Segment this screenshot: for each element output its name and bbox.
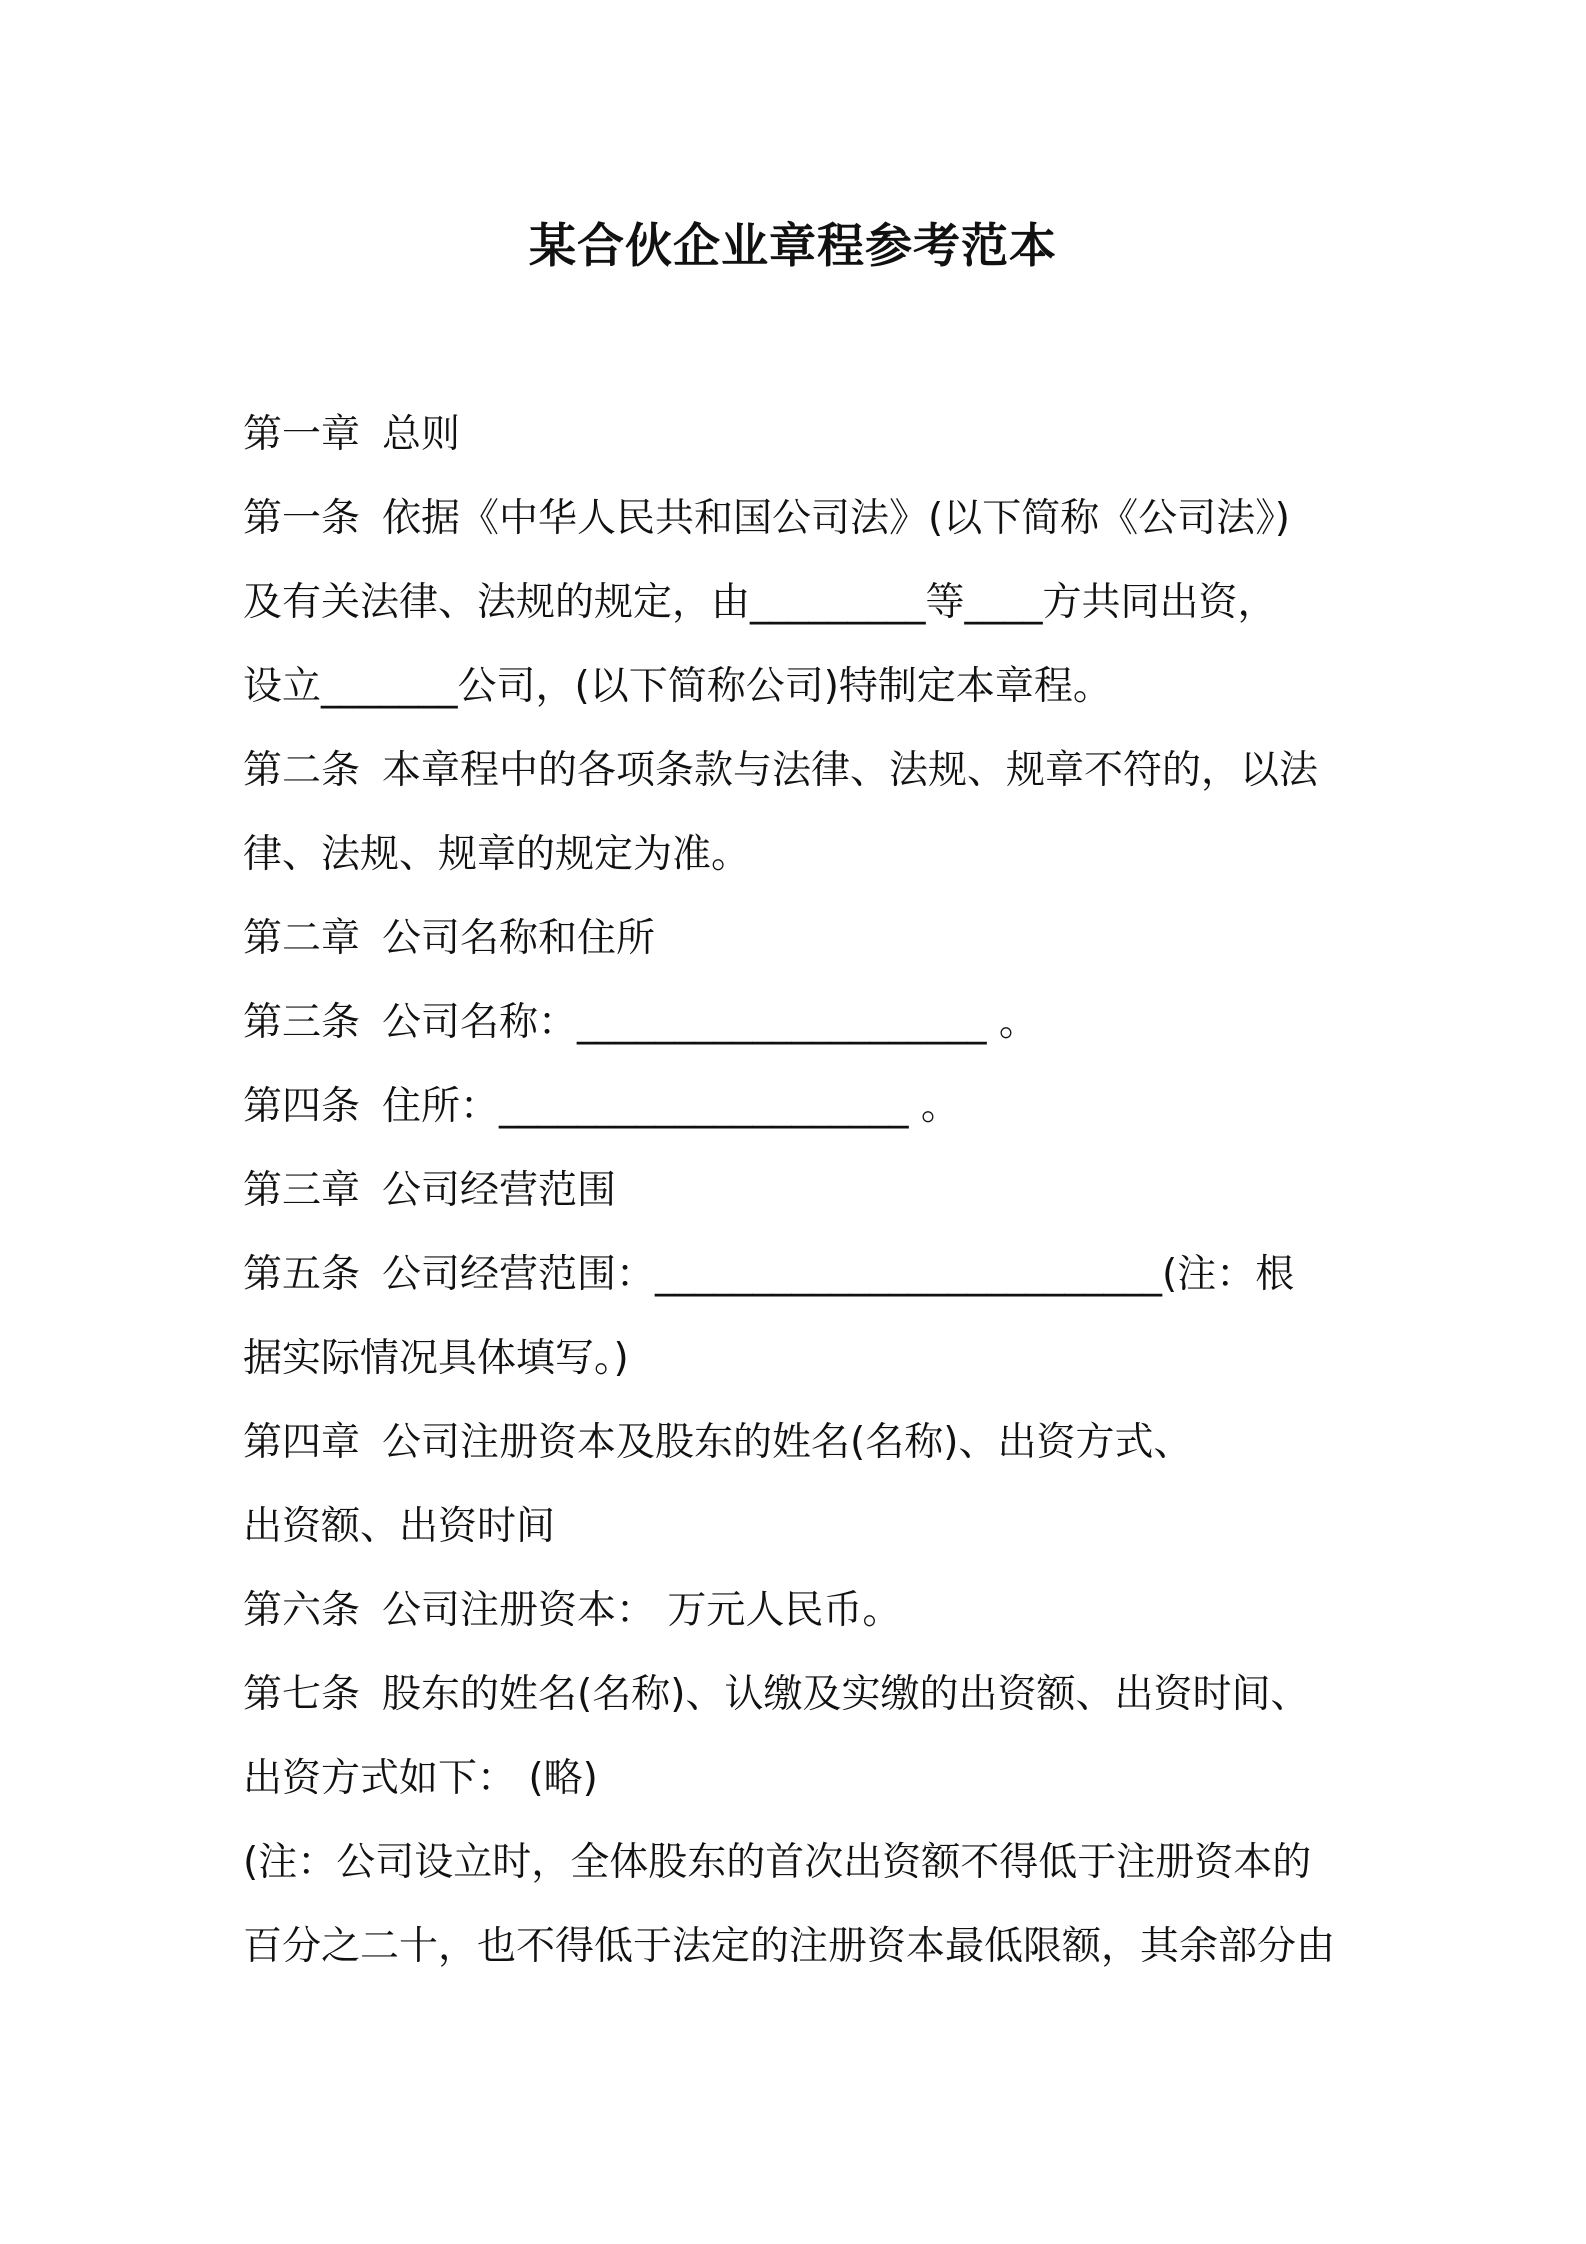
line-text: 依据《中华人民共和国公司法》(以下简称《公司法》)	[382, 496, 1290, 541]
note-line	[243, 1917, 1363, 1977]
article-number: 第五条	[243, 1252, 361, 1297]
article-number: 第四章	[243, 1420, 361, 1465]
continuation-line	[243, 1497, 1363, 1557]
article-number: 第四条	[243, 1084, 361, 1129]
line-text: 公司注册资本及股东的姓名(名称)、出资方式、	[382, 1420, 1193, 1465]
line-text: 公司经营范围	[382, 1168, 617, 1213]
continuation-line	[243, 657, 1363, 717]
article-number: 第三条	[243, 1000, 361, 1045]
line-text: 公司经营范围：__________________________(注：根	[382, 1252, 1295, 1297]
article-line	[243, 741, 1363, 801]
line-text: 出资方式如下： (略)	[243, 1756, 598, 1801]
line-text: 公司名称：_____________________ 。	[382, 1000, 1038, 1045]
article-number: 第一章	[243, 412, 361, 457]
article-number: 第七条	[243, 1672, 361, 1717]
article-line	[243, 1245, 1363, 1305]
note-line	[243, 1833, 1363, 1893]
article-number: 第六条	[243, 1588, 361, 1633]
chapter-heading	[243, 1413, 1363, 1473]
line-text: 出资额、出资时间	[243, 1504, 556, 1549]
line-text: 公司名称和住所	[382, 916, 656, 961]
article-line	[243, 993, 1363, 1053]
article-number: 第二条	[243, 748, 361, 793]
article-line	[243, 1665, 1363, 1725]
line-text: 据实际情况具体填写。)	[243, 1336, 629, 1381]
continuation-line	[243, 825, 1363, 885]
line-text: 总则	[382, 412, 461, 457]
line-text: 百分之二十，也不得低于法定的注册资本最低限额，其余部分由	[243, 1924, 1336, 1969]
article-number: 第三章	[243, 1168, 361, 1213]
chapter-heading	[243, 909, 1363, 969]
line-text: (注：公司设立时，全体股东的首次出资额不得低于注册资本的	[243, 1840, 1312, 1885]
chapter-heading	[243, 1161, 1363, 1221]
line-text: 住所：_____________________ 。	[382, 1084, 960, 1129]
line-text: 本章程中的各项条款与法律、法规、规章不符的，以法	[382, 748, 1319, 793]
continuation-line	[243, 1329, 1363, 1389]
line-text: 设立_______公司，(以下简称公司)特制定本章程。	[243, 664, 1112, 709]
line-text: 律、法规、规章的规定为准。	[243, 832, 751, 877]
document-title: 某合伙企业章程参考范本	[529, 219, 1057, 274]
line-text: 公司注册资本： 万元人民币。	[382, 1588, 902, 1633]
article-line	[243, 1581, 1363, 1641]
article-line	[243, 489, 1363, 549]
line-text: 股东的姓名(名称)、认缴及实缴的出资额、出资时间、	[382, 1672, 1310, 1717]
chapter-heading	[243, 405, 1363, 465]
continuation-line	[243, 1749, 1363, 1809]
continuation-line	[243, 573, 1363, 633]
line-text: 及有关法律、法规的规定，由_________等____方共同出资，	[243, 580, 1277, 625]
article-line	[243, 1077, 1363, 1137]
article-number: 第一条	[243, 496, 361, 541]
article-number: 第二章	[243, 916, 361, 961]
